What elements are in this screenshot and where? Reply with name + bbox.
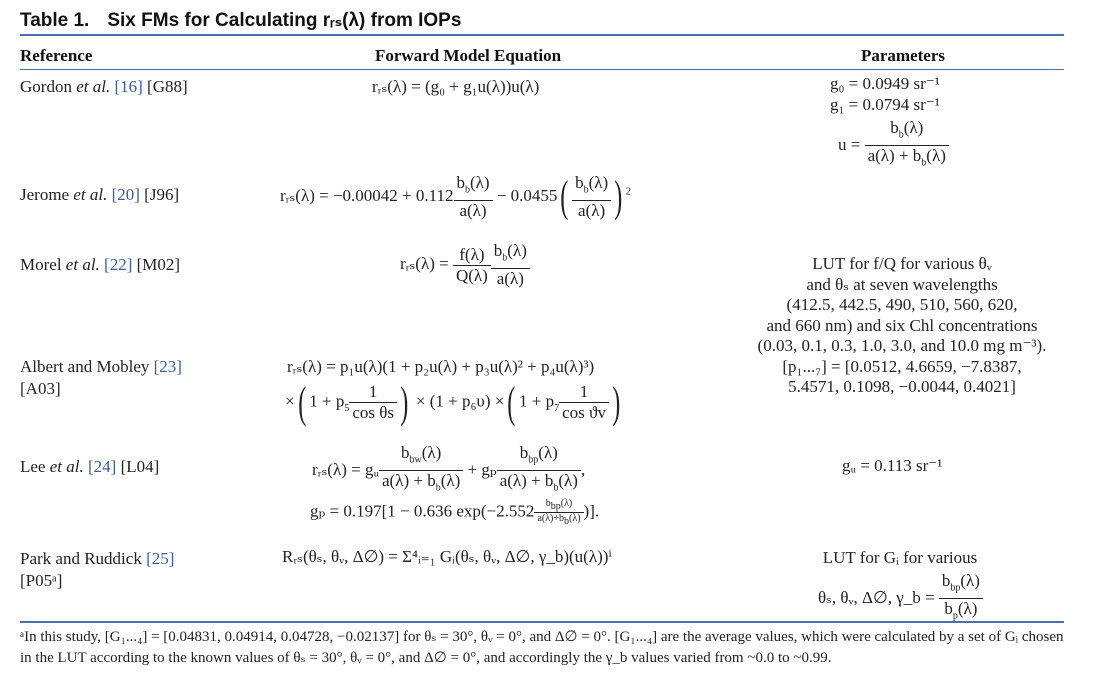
citation-link[interactable]: [20] bbox=[111, 185, 140, 204]
citation-link[interactable]: [24] bbox=[87, 457, 117, 476]
param-gw: gᵤ = 0.113 sr⁻¹ bbox=[842, 456, 943, 475]
param-p05-gamma: θₛ, θᵥ, Δ∅, γ_b = $\frac{b_{bp}(\lambda)}{b_p(\lambda)}$ bbox=[818, 571, 983, 627]
row-reference-g88: Gordon et al. [16] [G88] bbox=[20, 77, 188, 96]
row-reference-a03: Albert and Mobley [23] [A03] bbox=[20, 357, 182, 398]
equation-l04: rᵣₛ(λ) = gᵤ $\frac{b_{bw}(\lambda)}{a(\lambda) + b_b(\lambda)}$ + gₚ $\frac{b_{bp}(\lambda)}{a(\lambda) + b_b(\lambda)}$ , bbox=[312, 443, 586, 494]
equation-l04-gp: gₚ = 0.197[1 − 0.636 exp(−2.552 $\frac{b_{bp}(\lambda)}{a(\lambda)+b_b(\lambda)}$ )]. bbox=[310, 498, 600, 527]
citation-link[interactable]: [25] bbox=[146, 549, 175, 568]
header-equation: Forward Model Equation bbox=[375, 46, 562, 65]
equation-m02: rᵣₛ(λ) = $\frac{f(\lambda)}{Q(\lambda)}$ $\frac{b_b(\lambda)}{a(\lambda)}$ bbox=[400, 241, 530, 289]
table-caption bbox=[20, 9, 461, 32]
row-reference-p05: Park and Ruddick [25] [P05ᵃ] bbox=[20, 549, 175, 590]
table-number: Table 1. bbox=[20, 10, 90, 31]
equation-g88: rᵣₛ(λ) = (g₀ + g₁u(λ))u(λ) bbox=[372, 77, 540, 96]
equation-p05: Rᵣₛ(θₛ, θᵥ, Δ∅) = Σ⁴ᵢ₌₁ Gᵢ(θₛ, θᵥ, Δ∅, γ_b)(u(λ))ⁱ bbox=[282, 547, 612, 566]
param-g0: g₀ = 0.0949 sr⁻¹ bbox=[830, 74, 940, 93]
param-u: u = $\frac{b_b(\lambda)}{a(\lambda) + b_b(\lambda)}$ bbox=[838, 118, 949, 174]
table-title: Six FMs for Calculating rᵣₛ(λ) from IOPs bbox=[107, 10, 462, 31]
header-rule bbox=[20, 69, 1064, 70]
top-rule bbox=[20, 34, 1064, 36]
param-g1: g₁ = 0.0794 sr⁻¹ bbox=[830, 95, 940, 114]
table-footnote: ᵃIn this study, [G₁...₄] = [0.04831, 0.04914, 0.04728, −0.02137] for θₛ = 30°, θᵥ = 0°, and Δ∅ = 0°. [G₁...₄] are the average values, which were calculated by a set of Gᵢ chosen in the LUT according to the known values of θₛ = 30°, θᵥ = 0°, and Δ∅ = 0°, and accordingly the γ_b values varied from ~0.0 to ~0.99. bbox=[20, 629, 1064, 666]
row-reference-m02: Morel et al. [22] [M02] bbox=[20, 255, 181, 274]
citation-link[interactable]: [22] bbox=[104, 255, 133, 274]
bottom-rule bbox=[20, 621, 1064, 623]
param-m02-lut: LUT for f/Q for various θᵥ and θₛ at seven wavelengths (412.5, 442.5, 490, 510, 560, 620, and 660 nm) and six Chl concentrations (0.03, 0.1, 0.3, 1.0, 3.0, and 10.0 mg m⁻³). [p₁...₇] = [0.0512, 4.6659, −7.8387, 5.4571, 0.1098, −0.0044, 0.4021] bbox=[757, 254, 1047, 396]
row-reference-j96: Jerome et al. [20] [J96] bbox=[20, 185, 180, 204]
equation-a03-line2: ×( $1 + p_5$ $\frac{1}{\text{cos θs}}$ ) × (1 + p₆υ) ×( $1 + p_7$ $\frac{1}{\text{cos ϑv}}$ ) bbox=[285, 377, 621, 427]
equation-j96: rᵣₛ(λ) = −0.00042 + 0.112 $\frac{b_b(\lambda)}{a(\lambda)}$ − 0.0455( $\frac{b_b(\lambda)}{a(\lambda)}$ ) $^2$ bbox=[280, 172, 631, 222]
param-p05-lut: LUT for Gᵢ for various bbox=[822, 548, 978, 567]
header-reference: Reference bbox=[20, 46, 93, 65]
equation-a03-line1: rᵣₛ(λ) = p₁u(λ)(1 + p₂u(λ) + p₃u(λ)² + p₄u(λ)³) bbox=[287, 357, 595, 376]
row-reference-l04: Lee et al. [24] [L04] bbox=[20, 457, 160, 476]
citation-link[interactable]: [16] bbox=[114, 77, 143, 96]
header-parameters: Parameters bbox=[861, 46, 946, 65]
citation-link[interactable]: [23] bbox=[153, 357, 182, 376]
